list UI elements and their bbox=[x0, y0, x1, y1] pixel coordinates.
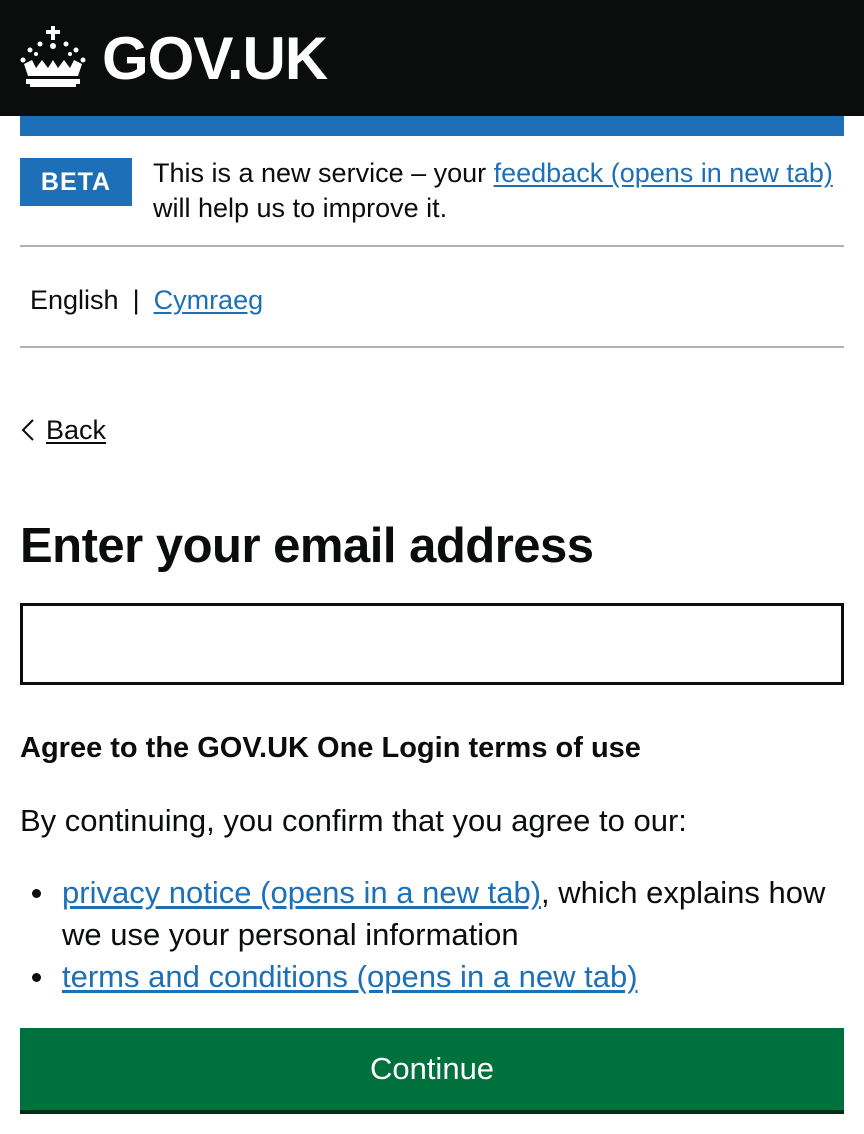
privacy-notice-suffix: , which explains how we use your personal information bbox=[62, 875, 826, 952]
back-link-label: Back bbox=[46, 415, 107, 445]
bullet-icon bbox=[32, 973, 41, 982]
crown-icon bbox=[18, 24, 88, 94]
chevron-left-icon bbox=[20, 418, 36, 442]
language-separator: | bbox=[132, 285, 140, 315]
back-link[interactable] bbox=[20, 410, 106, 450]
language-cymraeg-link[interactable]: Cymraeg bbox=[153, 285, 264, 315]
terms-list bbox=[20, 872, 850, 998]
list-item bbox=[20, 956, 850, 998]
phase-text-after: will help us to improve it. bbox=[153, 193, 448, 223]
language-current: English bbox=[30, 285, 119, 315]
language-toggle bbox=[30, 280, 263, 320]
terms-conditions-link[interactable]: terms and conditions (opens in a new tab) bbox=[62, 959, 638, 994]
phase-tag: BETA bbox=[20, 158, 132, 206]
divider bbox=[20, 346, 844, 348]
email-input[interactable] bbox=[20, 603, 844, 685]
terms-intro: By continuing, you confirm that you agree to our: bbox=[20, 803, 687, 838]
privacy-notice-link[interactable]: privacy notice (opens in a new tab) bbox=[62, 875, 542, 910]
phase-banner-text bbox=[153, 156, 853, 226]
govuk-logo-text: GOV.UK bbox=[102, 25, 328, 92]
list-item bbox=[20, 872, 850, 956]
site-header bbox=[0, 0, 864, 116]
feedback-link[interactable]: feedback (opens in new tab) bbox=[493, 158, 833, 188]
continue-button[interactable]: Continue bbox=[20, 1028, 844, 1110]
header-accent-bar bbox=[20, 116, 844, 136]
divider bbox=[20, 245, 844, 247]
phase-text-before: This is a new service – your bbox=[153, 158, 494, 188]
page-title: Enter your email address bbox=[20, 519, 594, 573]
bullet-icon bbox=[32, 889, 41, 898]
terms-heading: Agree to the GOV.UK One Login terms of use bbox=[20, 732, 641, 764]
govuk-logo-link[interactable] bbox=[18, 24, 327, 94]
